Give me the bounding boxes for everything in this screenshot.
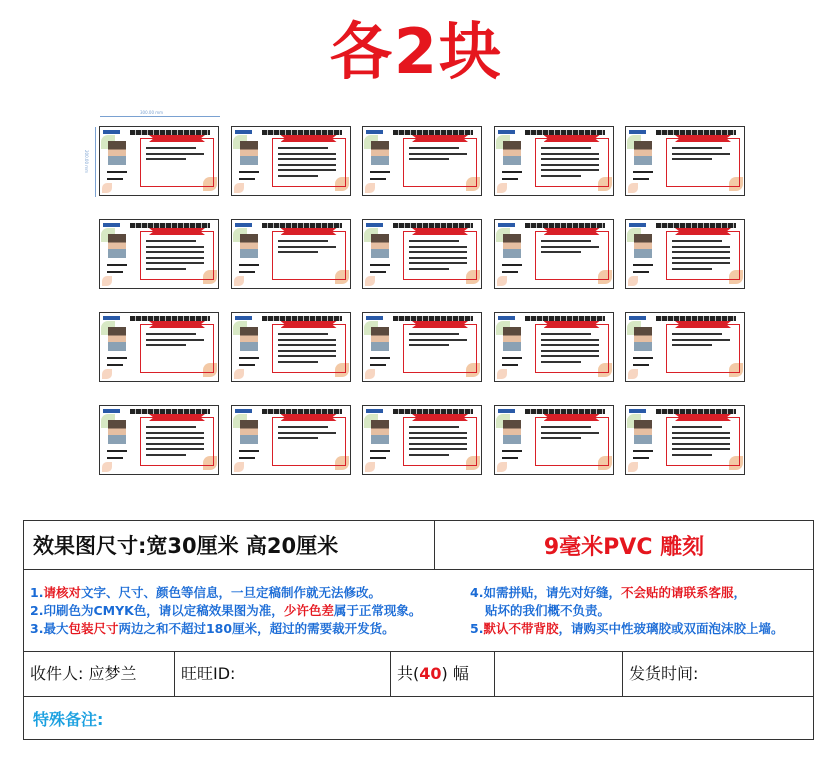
design-thumbnail	[494, 312, 614, 382]
red-ribbon	[675, 321, 731, 328]
red-ribbon	[412, 135, 468, 142]
card-title	[262, 223, 342, 228]
design-thumbnail	[231, 126, 351, 196]
text-line	[541, 169, 599, 171]
text-line	[409, 454, 449, 456]
red-ribbon	[544, 135, 600, 142]
text-frame	[535, 417, 609, 466]
portrait-photo	[108, 141, 126, 165]
leaf-decoration	[102, 276, 112, 286]
text-line	[672, 443, 730, 445]
text-line	[409, 432, 467, 434]
design-thumbnail	[99, 405, 219, 475]
leaf-decoration	[234, 183, 244, 193]
name-line	[633, 264, 653, 266]
text-line	[278, 339, 336, 341]
text-line	[278, 153, 336, 155]
text-line	[278, 426, 328, 428]
portrait-photo	[108, 327, 126, 351]
red-ribbon	[149, 414, 205, 421]
name-line	[239, 178, 255, 180]
text-line	[409, 448, 467, 450]
red-ribbon	[281, 228, 337, 235]
text-line	[146, 426, 196, 428]
text-frame	[666, 231, 740, 280]
red-ribbon	[544, 321, 600, 328]
text-line	[146, 333, 196, 335]
design-thumbnail	[494, 405, 614, 475]
text-line	[146, 443, 204, 445]
logo	[629, 409, 646, 413]
logo	[366, 409, 383, 413]
red-ribbon	[675, 135, 731, 142]
logo	[498, 316, 515, 320]
width-dimension-line	[100, 116, 220, 117]
note-2: 2.印刷色为CMYK色，请以定稿效果图为准，少许色差属于正常现象。	[30, 603, 422, 618]
red-ribbon	[149, 321, 205, 328]
text-line	[409, 240, 459, 242]
name-line	[502, 271, 518, 273]
text-line	[541, 333, 591, 335]
leaf-decoration	[497, 369, 507, 379]
name-line	[107, 457, 123, 459]
recipient-field[interactable]: 收件人: 应梦兰	[30, 664, 137, 683]
portrait-photo	[371, 327, 389, 351]
card-title	[525, 409, 605, 414]
text-line	[541, 344, 599, 346]
portrait-photo	[240, 420, 258, 444]
text-line	[672, 158, 712, 160]
text-line	[146, 240, 196, 242]
name-line	[239, 450, 259, 452]
red-ribbon	[675, 228, 731, 235]
design-thumbnail	[99, 126, 219, 196]
portrait-photo	[634, 234, 652, 258]
design-thumbnail	[625, 219, 745, 289]
text-line	[278, 437, 318, 439]
text-line	[409, 268, 449, 270]
text-line	[409, 158, 449, 160]
leaf-decoration	[497, 276, 507, 286]
leaf-decoration	[497, 183, 507, 193]
red-ribbon	[281, 135, 337, 142]
name-line	[633, 364, 649, 366]
design-thumbnail	[362, 126, 482, 196]
logo	[235, 130, 252, 134]
text-line	[541, 164, 599, 166]
text-line	[541, 426, 591, 428]
design-thumbnail	[362, 312, 482, 382]
note-4-line2: 贴坏的我们概不负责。	[485, 603, 611, 618]
name-line	[370, 450, 390, 452]
red-ribbon	[412, 228, 468, 235]
text-line	[409, 344, 449, 346]
card-title	[525, 316, 605, 321]
text-frame	[666, 417, 740, 466]
name-line	[370, 178, 386, 180]
leaf-decoration	[365, 462, 375, 472]
design-thumbnail	[99, 219, 219, 289]
portrait-photo	[503, 141, 521, 165]
width-dimension-label: 300.00 mm	[140, 110, 164, 115]
red-ribbon	[412, 414, 468, 421]
logo	[366, 316, 383, 320]
name-line	[107, 271, 123, 273]
ship-time-field[interactable]: 发货时间:	[629, 664, 699, 683]
logo	[235, 316, 252, 320]
text-line	[672, 147, 722, 149]
text-line	[278, 333, 328, 335]
design-thumbnail	[231, 219, 351, 289]
name-line	[370, 457, 386, 459]
text-frame	[140, 324, 214, 373]
text-line	[672, 262, 730, 264]
wangwang-id-field[interactable]: 旺旺ID:	[181, 664, 236, 683]
name-line	[239, 264, 259, 266]
text-frame	[272, 231, 346, 280]
design-preview-grid	[99, 126, 745, 488]
red-ribbon	[149, 135, 205, 142]
portrait-photo	[240, 141, 258, 165]
text-line	[278, 169, 336, 171]
name-line	[239, 171, 259, 173]
text-line	[146, 158, 186, 160]
logo	[235, 223, 252, 227]
name-line	[633, 450, 653, 452]
portrait-photo	[634, 420, 652, 444]
leaf-decoration	[365, 276, 375, 286]
portrait-photo	[108, 234, 126, 258]
name-line	[502, 264, 522, 266]
text-line	[672, 240, 722, 242]
portrait-photo	[371, 141, 389, 165]
name-line	[502, 450, 522, 452]
red-ribbon	[544, 228, 600, 235]
logo	[103, 223, 120, 227]
text-line	[409, 257, 467, 259]
logo	[366, 130, 383, 134]
design-thumbnail	[494, 219, 614, 289]
text-line	[541, 350, 599, 352]
name-line	[502, 178, 518, 180]
card-title	[393, 223, 473, 228]
logo	[366, 223, 383, 227]
order-form	[23, 520, 814, 740]
note-5: 5.默认不带背胶，请购买中性玻璃胶或双面泡沫胶上墙。	[470, 621, 784, 636]
text-line	[541, 432, 599, 434]
height-dimension-label: 200.00 mm	[84, 150, 89, 174]
card-title	[130, 223, 210, 228]
leaf-decoration	[497, 462, 507, 472]
text-line	[146, 454, 186, 456]
portrait-photo	[503, 327, 521, 351]
portrait-photo	[108, 420, 126, 444]
text-line	[409, 333, 459, 335]
name-line	[502, 364, 518, 366]
text-line	[146, 262, 204, 264]
text-line	[278, 251, 318, 253]
leaf-decoration	[102, 369, 112, 379]
logo	[498, 130, 515, 134]
text-line	[672, 339, 730, 341]
leaf-decoration	[365, 183, 375, 193]
leaf-decoration	[628, 276, 638, 286]
text-line	[672, 344, 712, 346]
name-line	[633, 457, 649, 459]
text-line	[409, 426, 459, 428]
text-line	[541, 251, 581, 253]
card-title	[525, 223, 605, 228]
leaf-decoration	[234, 462, 244, 472]
name-line	[502, 171, 522, 173]
logo	[629, 130, 646, 134]
special-note-label: 特殊备注:	[33, 710, 104, 729]
card-title	[262, 130, 342, 135]
note-3: 3.最大包装尺寸两边之和不超过180厘米，超过的需要裁开发货。	[30, 621, 395, 636]
name-line	[239, 271, 255, 273]
text-line	[409, 147, 459, 149]
red-ribbon	[412, 321, 468, 328]
red-ribbon	[544, 414, 600, 421]
text-line	[146, 339, 204, 341]
name-line	[239, 357, 259, 359]
text-line	[409, 246, 467, 248]
logo	[629, 223, 646, 227]
text-line	[146, 246, 204, 248]
name-line	[239, 457, 255, 459]
text-line	[541, 153, 599, 155]
text-line	[146, 257, 204, 259]
text-line	[278, 350, 336, 352]
card-title	[130, 130, 210, 135]
text-line	[672, 448, 730, 450]
text-frame	[140, 417, 214, 466]
text-frame	[403, 417, 477, 466]
name-line	[107, 450, 127, 452]
text-frame	[403, 231, 477, 280]
text-line	[146, 448, 204, 450]
text-line	[541, 158, 599, 160]
text-line	[541, 437, 581, 439]
text-line	[278, 240, 328, 242]
portrait-photo	[240, 234, 258, 258]
leaf-decoration	[365, 369, 375, 379]
name-line	[370, 264, 390, 266]
text-line	[541, 147, 591, 149]
leaf-decoration	[234, 276, 244, 286]
name-line	[107, 357, 127, 359]
text-line	[409, 153, 467, 155]
count-field: 共(40) 幅	[397, 664, 469, 683]
text-line	[541, 355, 599, 357]
portrait-photo	[634, 141, 652, 165]
text-line	[409, 262, 467, 264]
text-line	[672, 246, 730, 248]
leaf-decoration	[628, 369, 638, 379]
red-ribbon	[281, 414, 337, 421]
card-title	[656, 316, 736, 321]
design-thumbnail	[625, 312, 745, 382]
text-line	[541, 361, 581, 363]
text-line	[278, 355, 336, 357]
text-line	[278, 158, 336, 160]
name-line	[107, 171, 127, 173]
text-line	[146, 268, 186, 270]
text-line	[146, 251, 204, 253]
text-line	[672, 454, 712, 456]
text-frame	[140, 231, 214, 280]
text-line	[278, 147, 328, 149]
size-row	[24, 521, 813, 570]
card-title	[393, 409, 473, 414]
text-line	[672, 153, 730, 155]
card-title	[130, 409, 210, 414]
text-line	[409, 251, 467, 253]
logo	[498, 223, 515, 227]
text-line	[146, 432, 204, 434]
text-line	[278, 164, 336, 166]
text-frame	[535, 138, 609, 187]
text-frame	[140, 138, 214, 187]
text-frame	[666, 324, 740, 373]
card-title	[525, 130, 605, 135]
text-line	[278, 432, 336, 434]
design-thumbnail	[99, 312, 219, 382]
leaf-decoration	[102, 462, 112, 472]
size-label: 效果图尺寸:宽30厘米 高20厘米	[33, 534, 339, 558]
text-frame	[403, 138, 477, 187]
portrait-photo	[503, 420, 521, 444]
card-title	[656, 223, 736, 228]
text-line	[541, 240, 591, 242]
text-frame	[272, 417, 346, 466]
text-line	[672, 333, 722, 335]
name-line	[107, 364, 123, 366]
name-line	[107, 264, 127, 266]
name-line	[107, 178, 123, 180]
note-1: 1.请核对文字、尺寸、颜色等信息，一旦定稿制作就无法修改。	[30, 585, 381, 600]
text-line	[409, 443, 467, 445]
text-line	[672, 426, 722, 428]
name-line	[502, 357, 522, 359]
text-line	[541, 339, 599, 341]
text-frame	[272, 324, 346, 373]
card-title	[130, 316, 210, 321]
logo	[103, 130, 120, 134]
design-thumbnail	[231, 405, 351, 475]
red-ribbon	[149, 228, 205, 235]
logo	[103, 316, 120, 320]
name-line	[633, 357, 653, 359]
name-line	[239, 364, 255, 366]
name-line	[502, 457, 518, 459]
logo	[235, 409, 252, 413]
name-line	[370, 271, 386, 273]
card-title	[262, 316, 342, 321]
text-line	[672, 268, 712, 270]
red-ribbon	[675, 414, 731, 421]
logo	[498, 409, 515, 413]
page-title: 各2块	[329, 15, 504, 88]
portrait-photo	[503, 234, 521, 258]
text-line	[278, 361, 318, 363]
card-title	[393, 316, 473, 321]
design-thumbnail	[625, 405, 745, 475]
text-frame	[403, 324, 477, 373]
text-line	[146, 147, 196, 149]
text-line	[672, 437, 730, 439]
notes-section	[24, 569, 813, 652]
card-title	[393, 130, 473, 135]
leaf-decoration	[628, 183, 638, 193]
portrait-photo	[240, 327, 258, 351]
logo	[629, 316, 646, 320]
logo	[103, 409, 120, 413]
design-thumbnail	[362, 405, 482, 475]
portrait-photo	[371, 234, 389, 258]
text-line	[409, 339, 467, 341]
design-thumbnail	[362, 219, 482, 289]
name-line	[370, 171, 390, 173]
text-frame	[535, 231, 609, 280]
red-ribbon	[281, 321, 337, 328]
design-thumbnail	[494, 126, 614, 196]
text-frame	[535, 324, 609, 373]
material-label: 9毫米PVC 雕刻	[543, 535, 705, 560]
name-line	[633, 271, 649, 273]
name-line	[370, 364, 386, 366]
text-line	[672, 432, 730, 434]
text-line	[672, 251, 730, 253]
text-frame	[272, 138, 346, 187]
design-thumbnail	[625, 126, 745, 196]
portrait-photo	[634, 327, 652, 351]
name-line	[633, 178, 649, 180]
text-line	[409, 437, 467, 439]
name-line	[370, 357, 390, 359]
card-title	[262, 409, 342, 414]
leaf-decoration	[628, 462, 638, 472]
text-line	[672, 257, 730, 259]
card-title	[656, 409, 736, 414]
design-thumbnail	[231, 312, 351, 382]
name-line	[633, 171, 653, 173]
text-line	[146, 437, 204, 439]
text-line	[278, 344, 336, 346]
text-line	[278, 175, 318, 177]
leaf-decoration	[102, 183, 112, 193]
text-frame	[666, 138, 740, 187]
blank-cell	[495, 651, 622, 696]
text-line	[541, 246, 599, 248]
card-title	[656, 130, 736, 135]
text-line	[541, 175, 581, 177]
portrait-photo	[371, 420, 389, 444]
shipping-row	[24, 651, 813, 697]
text-line	[146, 153, 204, 155]
height-dimension-line	[95, 127, 96, 197]
text-line	[146, 344, 186, 346]
text-line	[278, 246, 336, 248]
leaf-decoration	[234, 369, 244, 379]
note-4: 4.如需拼贴，请先对好缝，不会贴的请联系客服，	[470, 585, 746, 600]
